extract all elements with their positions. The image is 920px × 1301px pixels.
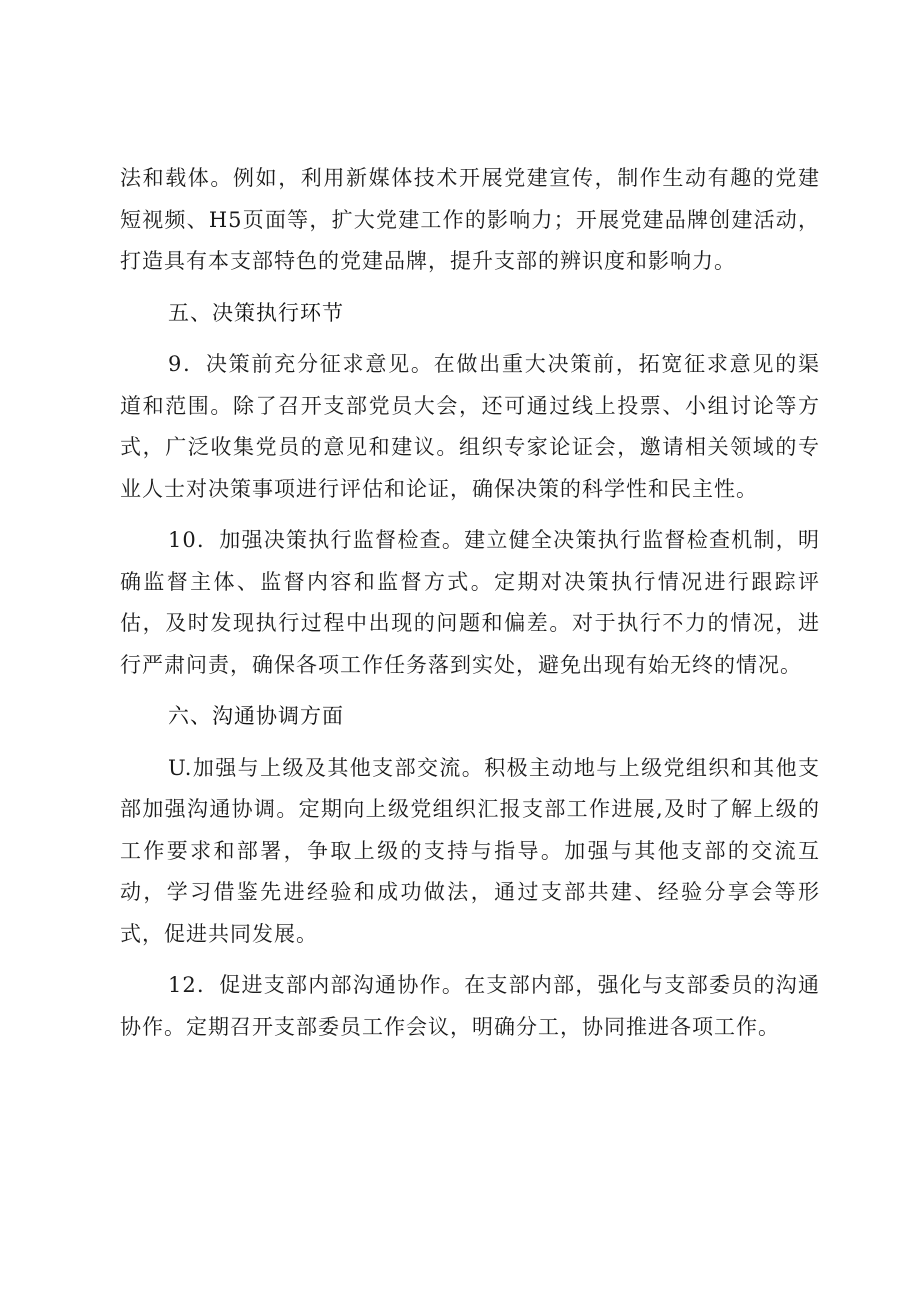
paragraph-item-10: 10．加强决策执行监督检查。建立健全决策执行监督检查机制，明确监督主体、监督内容和监督方式。定期对决策执行情况进行跟踪评估，及时发现执行过程中出现的问题和偏差。对于执行不力的情况，进行严肃问责，确保各项工作任务落到实处，避免出现有始无终的情况。 [120, 528, 820, 677]
paragraph-item-9: 9．决策前充分征求意见。在做出重大决策前，拓宽征求意见的渠道和范围。除了召开支部党员大会，还可通过线上投票、小组讨论等方式，广泛收集党员的意见和建议。组织专家论证会，邀请相关领域的专业人士对决策事项进行评估和论证，确保决策的科学性和民主性。 [120, 352, 820, 501]
paragraph-item-11: U.加强与上级及其他支部交流。积极主动地与上级党组织和其他支部加强沟通协调。定期向上级党组织汇报支部工作进展,及时了解上级的工作要求和部署，争取上级的支持与指导。加强与其他支部的交流互动，学习借鉴先进经验和成功做法，通过支部共建、经验分享会等形式，促进共同发展。 [120, 755, 820, 946]
section-heading-communication: 六、沟通协调方面 [168, 704, 344, 728]
paragraph-continuation: 法和载体。例如，利用新媒体技术开展党建宣传，制作生动有趣的党建短视频、H5页面等，扩大党建工作的影响力；开展党建品牌创建活动，打造具有本支部特色的党建品牌，提升支部的辨识度和影响力。 [120, 166, 820, 273]
paragraph-item-12: 12．促进支部内部沟通协作。在支部内部，强化与支部委员的沟通协作。定期召开支部委员工作会议，明确分工，协同推进各项工作。 [120, 973, 820, 1039]
document-page [120, 158, 820, 1058]
section-heading-decision: 五、决策执行环节 [168, 300, 344, 325]
